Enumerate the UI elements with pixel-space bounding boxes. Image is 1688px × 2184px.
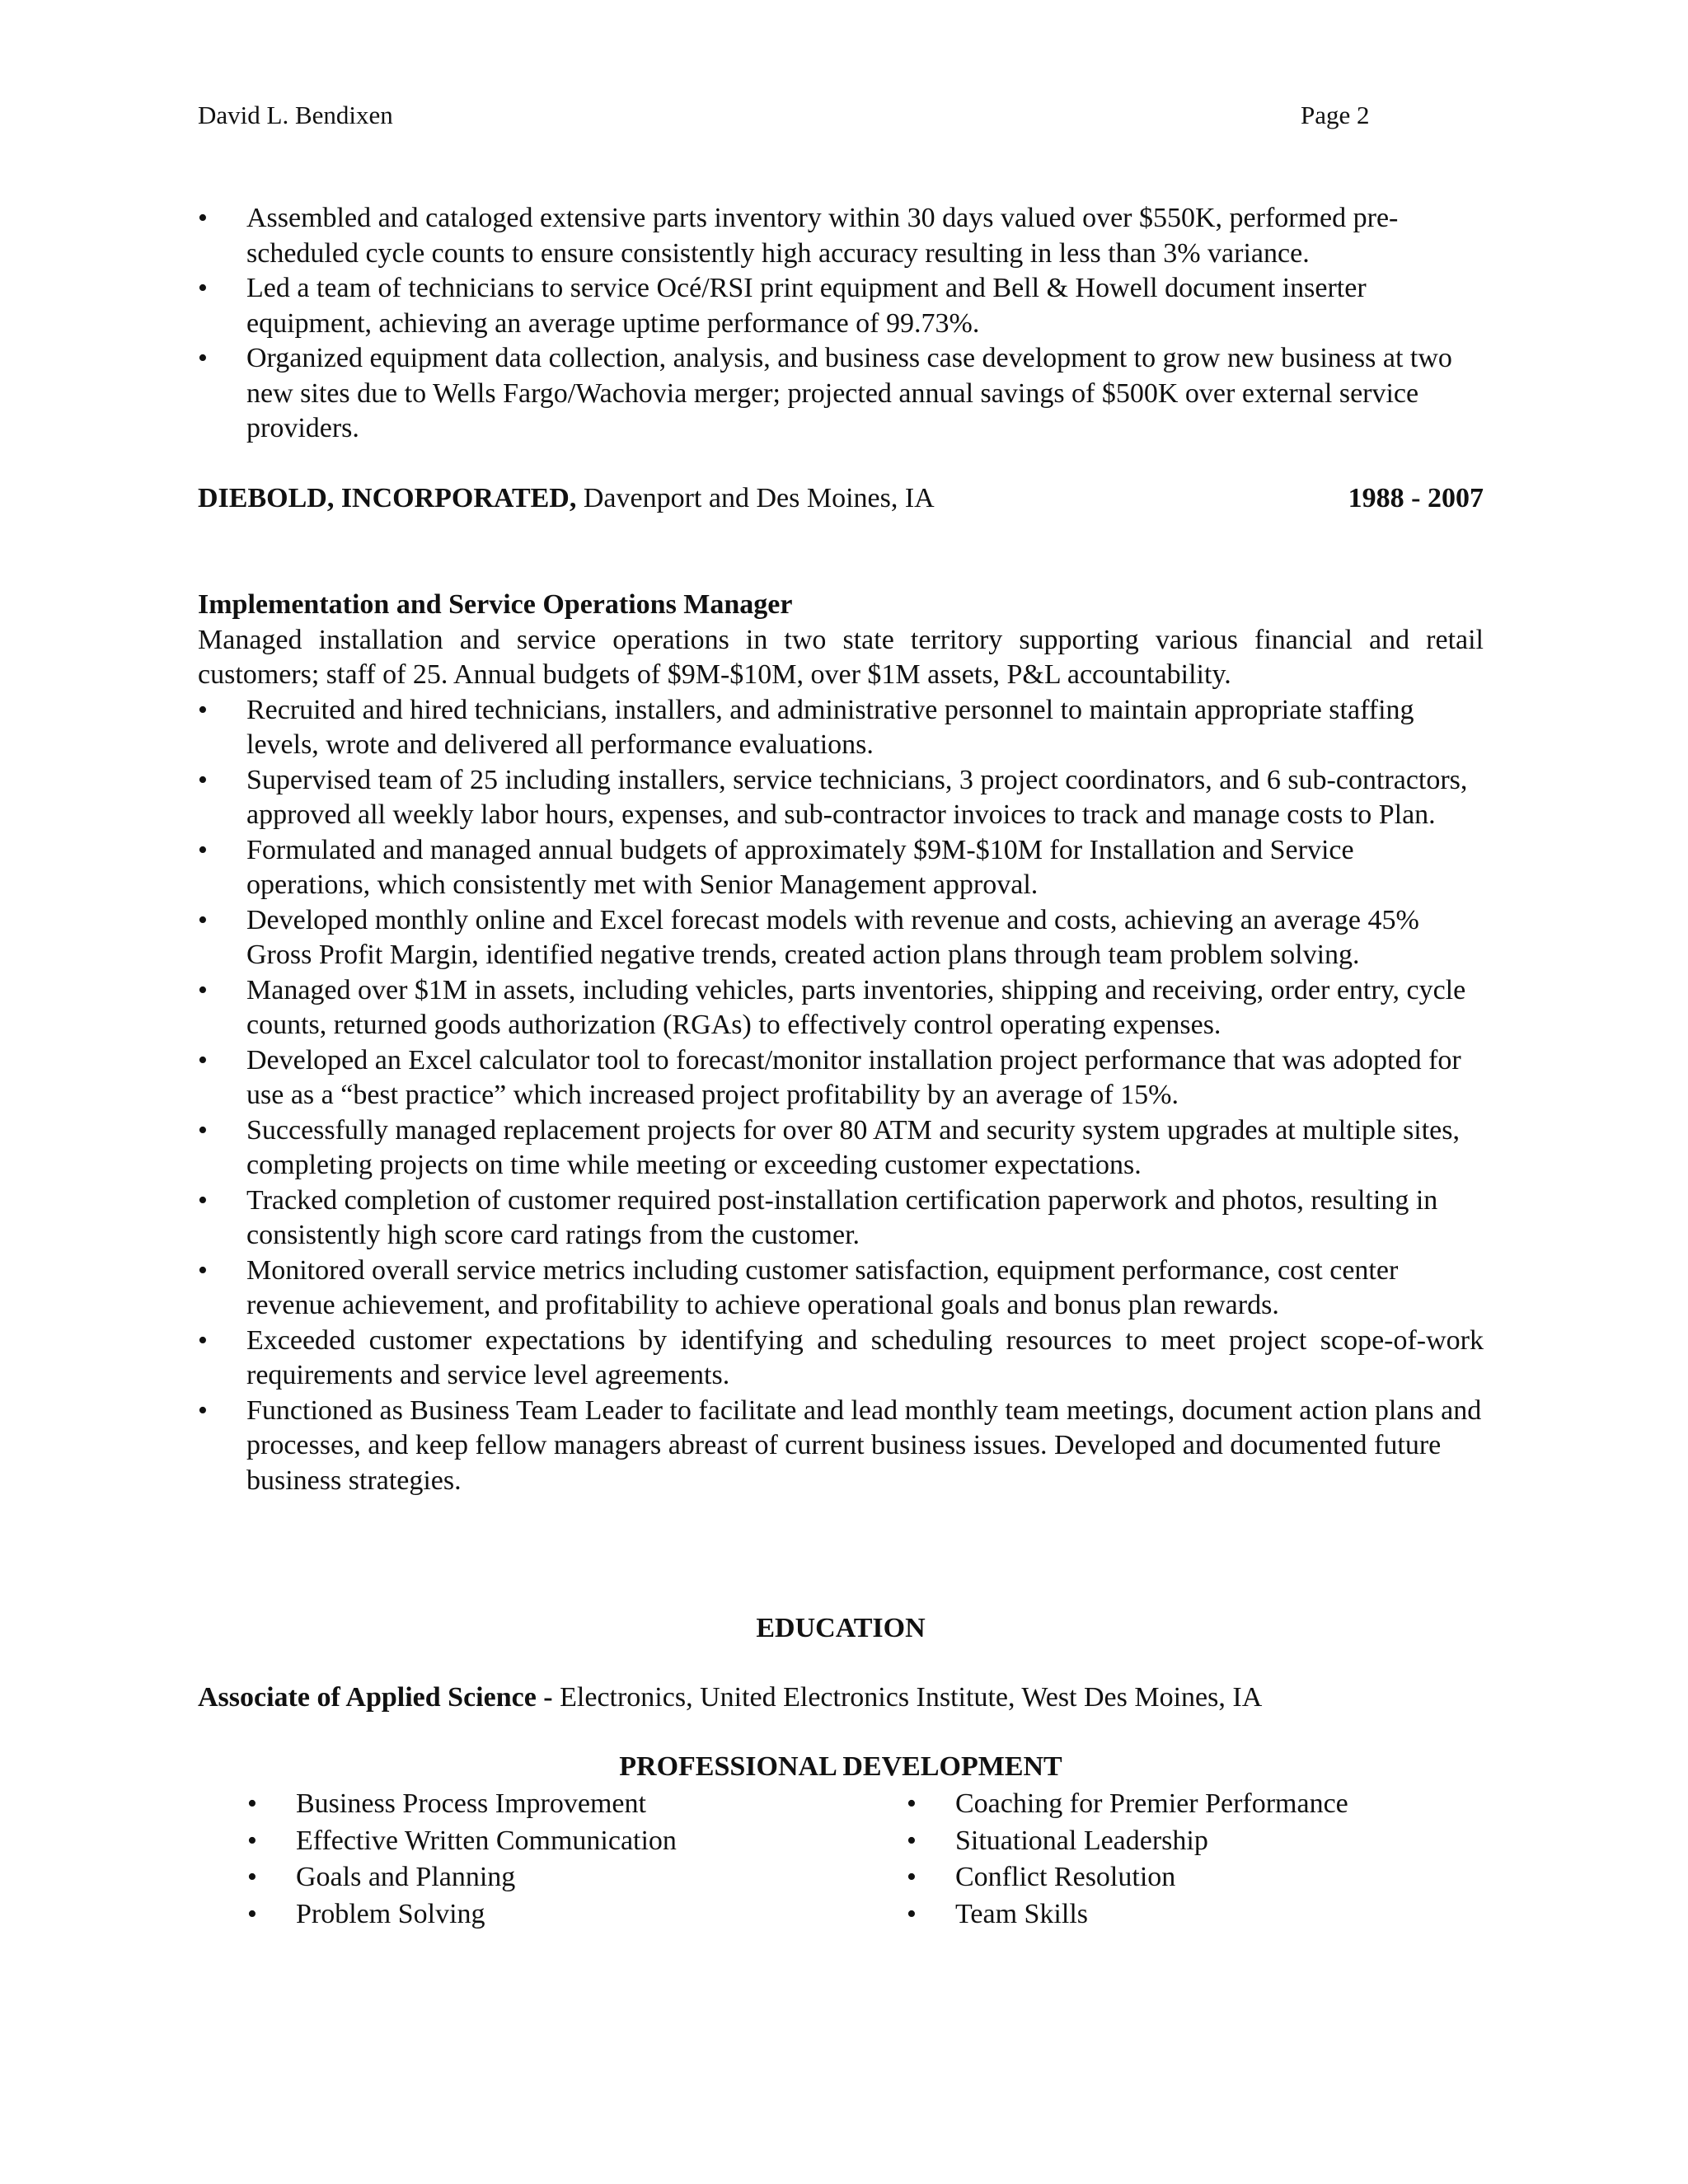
- job-heading: [198, 481, 1484, 517]
- list-item: • Coaching for Premier Performance: [907, 1786, 1348, 1823]
- job-years: 1988 - 2007: [1348, 483, 1484, 513]
- education-entry: [198, 1680, 1484, 1716]
- list-item: • Successfully managed replacement projects for over 80 ATM and security system upgrades at multiple sites, completing projects on time while meeting or exceeding customer expectations.: [198, 1113, 1484, 1183]
- list-item: • Tracked completion of customer required post-installation certification paperwork and photos, resulting in consistently high score card ratings from the customer.: [198, 1183, 1484, 1254]
- professional-development-right-column: [907, 1786, 1348, 1933]
- company-name: DIEBOLD, INCORPORATED,: [198, 483, 577, 513]
- list-item: • Team Skills: [907, 1896, 1348, 1933]
- degree-details: Electronics, United Electronics Institute, West Des Moines, IA: [552, 1682, 1263, 1713]
- list-item: • Monitored overall service metrics including customer satisfaction, equipment performance, cost center revenue achievement, and profitability to achieve operational goals and bonus plan rewards.: [198, 1254, 1484, 1324]
- list-item: • Developed an Excel calculator tool to forecast/monitor installation project performance that was adopted for use as a “best practice” which increased project profitability by an average of 15%.: [198, 1043, 1484, 1113]
- role-block: [198, 588, 1484, 1498]
- list-item: • Supervised team of 25 including installers, service technicians, 3 project coordinators, and 6 sub-contractors, approved all weekly labor hours, expenses, and sub-contractor invoices to track and manage costs to Plan.: [198, 763, 1484, 833]
- list-item: • Organized equipment data collection, analysis, and business case development to grow new business at two new sites due to Wells Fargo/Wachovia merger; projected annual savings of $500K over external service providers.: [198, 341, 1484, 447]
- previous-job-bullets: [198, 201, 1484, 447]
- list-item: • Functioned as Business Team Leader to facilitate and lead monthly team meetings, document action plans and processes, and keep fellow managers abreast of current business issues. Developed and documented future business strategies.: [198, 1394, 1484, 1499]
- list-item: • Effective Written Communication: [247, 1823, 677, 1860]
- education-heading: EDUCATION: [756, 1613, 926, 1643]
- list-item: • Problem Solving: [247, 1896, 677, 1933]
- role-bullets: [198, 693, 1484, 1499]
- company-location: Davenport and Des Moines, IA: [576, 483, 935, 513]
- list-item: • Situational Leadership: [907, 1823, 1348, 1860]
- list-item: • Recruited and hired technicians, installers, and administrative personnel to maintain appropriate staffing levels, wrote and delivered all performance evaluations.: [198, 693, 1484, 763]
- list-item: • Business Process Improvement: [247, 1786, 677, 1823]
- list-item: • Formulated and managed annual budgets of approximately $9M-$10M for Installation and Service operations, which consistently met with Senior Management approval.: [198, 833, 1484, 903]
- role-summary: Managed installation and service operations in two state territory supporting various financial and retail customers; staff of 25. Annual budgets of $9M-$10M, over $1M assets, P&L accountability.: [198, 624, 1484, 690]
- list-item: • Exceeded customer expectations by identifying and scheduling resources to meet project scope-of-work requirements and service level agreements.: [198, 1324, 1484, 1394]
- list-item: • Conflict Resolution: [907, 1859, 1348, 1896]
- header-name: David L. Bendixen: [198, 101, 393, 129]
- list-item: • Led a team of technicians to service Océ/RSI print equipment and Bell & Howell document inserter equipment, achieving an average uptime performance of 99.73%.: [198, 271, 1484, 341]
- header-page-number: Page 2: [1301, 101, 1370, 129]
- list-item: • Goals and Planning: [247, 1859, 677, 1896]
- list-item: • Assembled and cataloged extensive parts inventory within 30 days valued over $550K, performed pre-scheduled cycle counts to ensure consistently high accuracy resulting in less than 3% variance.: [198, 201, 1484, 271]
- list-item: • Developed monthly online and Excel forecast models with revenue and costs, achieving an average 45% Gross Profit Margin, identified negative trends, created action plans through team problem solving.: [198, 903, 1484, 973]
- degree: Associate of Applied Science -: [198, 1682, 553, 1713]
- professional-development-heading: PROFESSIONAL DEVELOPMENT: [619, 1751, 1062, 1782]
- role-title: Implementation and Service Operations Manager: [198, 589, 793, 620]
- professional-development-left-column: [247, 1786, 677, 1933]
- list-item: • Managed over $1M in assets, including vehicles, parts inventories, shipping and receiving, order entry, cycle counts, returned goods authorization (RGAs) to effectively control operating expenses.: [198, 973, 1484, 1043]
